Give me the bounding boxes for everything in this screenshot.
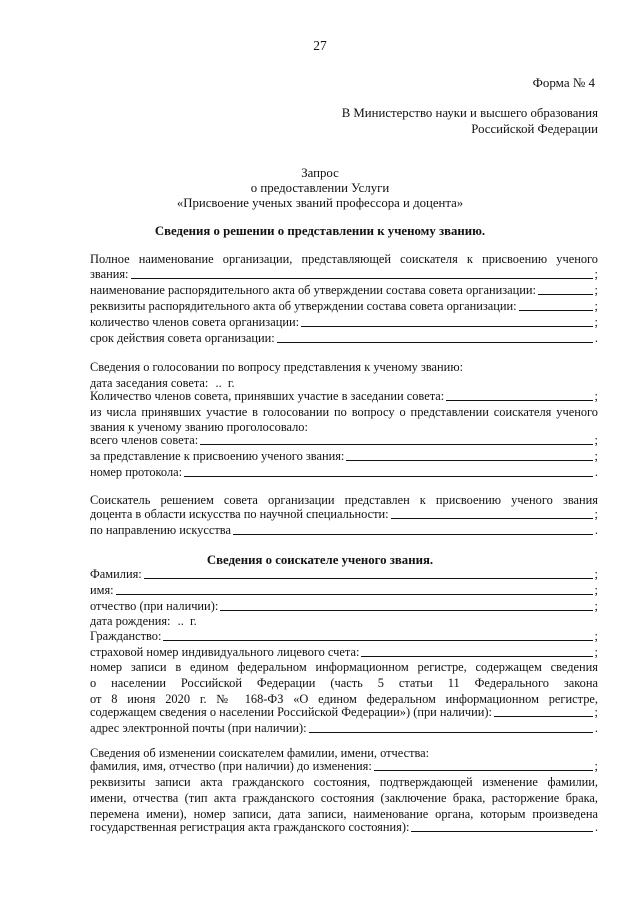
- email-blank[interactable]: [309, 731, 593, 733]
- record-line2: имени, отчества (тип акта гражданского состояния (заключение брака, расторжение брака,: [90, 791, 598, 805]
- meeting-date-field[interactable]: дата заседания совета: .. г.: [90, 376, 235, 390]
- previous-name-label: фамилия, имя, отчество (при наличии) до изменения:: [90, 759, 372, 773]
- members-count-blank[interactable]: [301, 325, 593, 327]
- voting-intro: Сведения о голосовании по вопросу представления к ученому званию:: [90, 360, 464, 374]
- name-label: имя:: [90, 583, 114, 597]
- form-number: Форма № 4: [532, 75, 595, 90]
- record-line3: перемена имени), номер записи, дата записи, наименование органа, которым произведена: [90, 807, 598, 821]
- previous-name-blank[interactable]: [374, 769, 593, 771]
- protocol-number-field[interactable]: номер протокола: .: [90, 465, 598, 479]
- term-label: срок действия совета организации:: [90, 331, 275, 345]
- addressee-line2: Российской Федерации: [471, 122, 598, 136]
- email-label: адрес электронной почты (при наличии):: [90, 721, 307, 735]
- term-blank[interactable]: [277, 341, 593, 343]
- protocol-number-blank[interactable]: [184, 475, 593, 477]
- docent-line1: Соискатель решением совета организации представлен к присвоению ученого звания: [90, 493, 598, 507]
- participants-blank[interactable]: [446, 399, 592, 401]
- surname-label: Фамилия:: [90, 567, 142, 581]
- act-name-label: наименование распорядительного акта об утверждении состава совета организации:: [90, 283, 536, 297]
- name-field[interactable]: имя: ;: [90, 583, 598, 597]
- addressee-line1: В Министерство науки и высшего образования: [341, 106, 598, 120]
- name-blank[interactable]: [116, 593, 593, 595]
- votes-for-blank[interactable]: [346, 459, 592, 461]
- citizenship-label: Гражданство:: [90, 629, 162, 643]
- citizenship-field[interactable]: Гражданство: ;: [90, 629, 598, 643]
- term-field[interactable]: срок действия совета организации: .: [90, 331, 598, 345]
- org-name-label: звания:: [90, 267, 129, 281]
- total-members-field[interactable]: всего членов совета: ;: [90, 433, 598, 447]
- section2-heading: Сведения о соискателе ученого звания.: [206, 553, 434, 567]
- total-members-blank[interactable]: [200, 443, 592, 445]
- specialty-blank[interactable]: [391, 517, 593, 519]
- birth-date-label: дата рождения:: [90, 614, 171, 628]
- email-field[interactable]: адрес электронной почты (при наличии): .: [90, 721, 598, 735]
- participants-field[interactable]: Количество членов совета, принявших участие в заседании совета: ;: [90, 389, 598, 403]
- addressee: [342, 105, 598, 137]
- civil-record-field[interactable]: государственная регистрация акта гражданского состояния): .: [90, 820, 598, 834]
- previous-name-field[interactable]: фамилия, имя, отчество (при наличии) до изменения: ;: [90, 759, 598, 773]
- act-details-field[interactable]: реквизиты распорядительного акта об утверждении состава совета организации: ;: [90, 299, 598, 313]
- civil-record-blank[interactable]: [411, 830, 593, 832]
- page-number: 27: [313, 38, 327, 53]
- voted-line2: звания к ученому званию проголосовало:: [90, 420, 308, 434]
- total-members-label: всего членов совета:: [90, 433, 199, 447]
- snils-blank[interactable]: [361, 655, 592, 657]
- patronymic-field[interactable]: отчество (при наличии): ;: [90, 599, 598, 613]
- civil-record-label: государственная регистрация акта гражданского состояния):: [90, 820, 410, 834]
- record-line1: реквизиты записи акта гражданского состояния, подтверждающей изменение фамилии,: [90, 775, 598, 789]
- register-number-blank[interactable]: [494, 715, 593, 717]
- birth-date-field[interactable]: дата рождения: .. г.: [90, 614, 197, 628]
- votes-for-label: за представление к присвоению ученого звания:: [90, 449, 345, 463]
- members-count-field[interactable]: количество членов совета организации: ;: [90, 315, 598, 329]
- protocol-number-label: номер протокола:: [90, 465, 183, 479]
- name-change-intro: Сведения об изменении соискателем фамилии, имени, отчества:: [90, 746, 430, 760]
- art-direction-blank[interactable]: [233, 533, 593, 535]
- members-count-label: количество членов совета организации:: [90, 315, 300, 329]
- act-name-blank[interactable]: [538, 293, 593, 295]
- register-number-label: содержащем сведения о населении Российской Федерации») (при наличии):: [90, 705, 492, 719]
- org-name-line1: Полное наименование организации, представляющей соискателя к присвоению ученого: [90, 252, 598, 266]
- act-details-label: реквизиты распорядительного акта об утверждении состава совета организации:: [90, 299, 517, 313]
- specialty-field[interactable]: доцента в области искусства по научной специальности: ;: [90, 507, 598, 521]
- specialty-label: доцента в области искусства по научной специальности:: [90, 507, 389, 521]
- act-details-blank[interactable]: [519, 309, 593, 311]
- request-title: [0, 166, 640, 211]
- register-line3: от 8 июня 2020 г. № 168-ФЗ «О едином федеральном информационном регистре,: [90, 692, 598, 706]
- art-direction-label: по направлению искусства: [90, 523, 231, 537]
- org-name-blank[interactable]: [131, 277, 593, 279]
- voted-line1: из числа принявших участие в голосовании по вопросу о представлении соискателя ученого: [90, 405, 598, 419]
- section1-heading: Сведения о решении о представлении к ученому званию.: [154, 224, 486, 238]
- patronymic-label: отчество (при наличии):: [90, 599, 219, 613]
- meeting-date-label: дата заседания совета:: [90, 376, 209, 390]
- register-line1: номер записи в едином федеральном информационном регистре, содержащем сведения: [90, 660, 598, 674]
- snils-field[interactable]: страховой номер индивидуального лицевого счета: ;: [90, 645, 598, 659]
- surname-blank[interactable]: [144, 577, 593, 579]
- org-name-field[interactable]: звания: ;: [90, 267, 598, 281]
- register-number-field[interactable]: содержащем сведения о населении Российской Федерации») (при наличии): ;: [90, 705, 598, 719]
- act-name-field[interactable]: наименование распорядительного акта об утверждении состава совета организации: ;: [90, 283, 598, 297]
- snils-label: страховой номер индивидуального лицевого счета:: [90, 645, 360, 659]
- art-direction-field[interactable]: по направлению искусства .: [90, 523, 598, 537]
- title-line3: «Присвоение ученых званий профессора и доцента»: [176, 196, 464, 210]
- citizenship-blank[interactable]: [163, 639, 592, 641]
- votes-for-field[interactable]: за представление к присвоению ученого звания: ;: [90, 449, 598, 463]
- surname-field[interactable]: Фамилия: ;: [90, 567, 598, 581]
- title-line1: Запрос: [301, 166, 339, 180]
- register-line2: о населении Российской Федерации (часть 5 статьи 11 Федерального закона: [90, 676, 598, 690]
- title-line2: о предоставлении Услуги: [250, 181, 390, 195]
- participants-label: Количество членов совета, принявших участие в заседании совета:: [90, 389, 445, 403]
- patronymic-blank[interactable]: [220, 609, 592, 611]
